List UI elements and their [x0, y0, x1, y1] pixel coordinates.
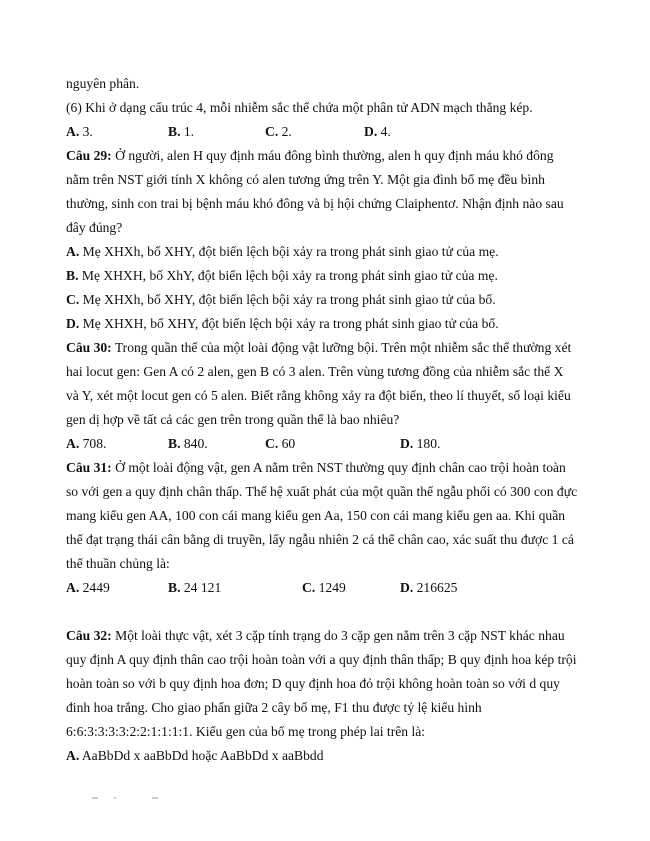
- question-32: Câu 32: Một loài thực vật, xét 3 cặp tính trạng do 3 cặp gen nằm trên 3 cặp NST khác nhau: [66, 628, 565, 643]
- question-label: Câu 32:: [66, 628, 112, 643]
- text-line: và Y, xét một locut gen có 5 alen. Biết rằng không xảy ra đột biến, theo lí thuyết, số loại kiểu: [66, 388, 571, 403]
- option-a: A. 708.: [66, 436, 107, 451]
- text-line: thể thuần chủng là:: [66, 556, 170, 571]
- text-line: (6) Khi ở dạng cấu trúc 4, mỗi nhiễm sắc thể chứa một phân tử ADN mạch thẳng kép.: [66, 100, 533, 115]
- text-line: nằm trên NST giới tính X không có alen tương ứng trên Y. Một gia đình bố mẹ đều bình: [66, 172, 545, 187]
- option-a: A. 3.: [66, 124, 93, 139]
- answer-a: A. Mẹ XHXh, bố XHY, đột biến lệch bội xảy ra trong phát sinh giao tử của mẹ.: [66, 244, 499, 259]
- scan-artifact: [92, 796, 172, 800]
- text-line: mang kiểu gen AA, 100 con cái mang kiểu gen Aa, 150 con cái mang kiểu gen aa. Khi quần: [66, 508, 566, 523]
- text-line: thể đạt trạng thái cân bằng di truyền, lấy ngẫu nhiên 2 cá thể chân cao, xác suất thu được 1 cá: [66, 532, 574, 547]
- text-line: quy định A quy định thân cao trội hoàn toàn với a quy định thân thấp; B quy định hoa kép trội: [66, 652, 577, 667]
- text-line: hai locut gen: Gen A có 2 alen, gen B có 3 alen. Trên vùng tương đồng của nhiễm sắc thể X: [66, 364, 564, 379]
- option-a: A. 2449: [66, 580, 110, 595]
- question-29: Câu 29: Ở người, alen H quy định máu đông bình thường, alen h quy định máu khó đông: [66, 148, 554, 163]
- text-line: thường, sinh con trai bị bệnh máu khó đông và bị hội chứng Claiphentơ. Nhận định nào sau: [66, 196, 564, 211]
- option-b: B. 1.: [168, 124, 195, 139]
- text-line: gen dị hợp về tất cả các gen trên trong quần thể là bao nhiêu?: [66, 412, 400, 427]
- option-d: D. 4.: [364, 124, 391, 139]
- text-line: đinh hoa trắng. Cho giao phấn giữa 2 cây bố mẹ, F1 thu được tỷ lệ kiểu hình: [66, 700, 482, 715]
- answer-d: D. Mẹ XHXH, bố XHY, đột biến lệch bội xảy ra trong phát sinh giao tử của bố.: [66, 316, 499, 331]
- option-c: C. 60: [265, 436, 296, 451]
- answer-options: [66, 434, 626, 454]
- text-line: so với gen a quy định chân thấp. Thế hệ xuất phát của một quần thể ngẫu phối có 300 con đực: [66, 484, 578, 499]
- option-b: B. 840.: [168, 436, 208, 451]
- option-c: C. 1249: [302, 580, 346, 595]
- question-label: Câu 31:: [66, 460, 112, 475]
- text-line: hoàn toàn so với b quy định hoa đơn; D quy định hoa đỏ trội không hoàn toàn so với d quy: [66, 676, 560, 691]
- answer-options: [66, 122, 626, 142]
- question-label: Câu 29:: [66, 148, 112, 163]
- option-d: D. 180.: [400, 436, 441, 451]
- option-d: D. 216625: [400, 580, 458, 595]
- option-c: C. 2.: [265, 124, 292, 139]
- text-line: nguyên phân.: [66, 76, 140, 91]
- answer-a: A. AaBbDd x aaBbDd hoặc AaBbDd x aaBbdd: [66, 748, 324, 763]
- question-30: Câu 30: Trong quần thể của một loài động vật lưỡng bội. Trên một nhiễm sắc thể thường xét: [66, 340, 572, 355]
- text-line: 6:6:3:3:3:3:2:2:1:1:1:1. Kiểu gen của bố mẹ trong phép lai trên là:: [66, 724, 426, 739]
- question-label: Câu 30:: [66, 340, 112, 355]
- option-b: B. 24 121: [168, 580, 222, 595]
- answer-b: B. Mẹ XHXH, bố XhY, đột biến lệch bội xảy ra trong phát sinh giao tử của mẹ.: [66, 268, 498, 283]
- question-31: Câu 31: Ở một loài động vật, gen A nằm trên NST thường quy định chân cao trội hoàn toàn: [66, 460, 566, 475]
- answer-options: [66, 578, 626, 598]
- answer-c: C. Mẹ XHXh, bố XHY, đột biến lệch bội xảy ra trong phát sinh giao tử của bố.: [66, 292, 496, 307]
- text-line: đây đúng?: [66, 220, 123, 235]
